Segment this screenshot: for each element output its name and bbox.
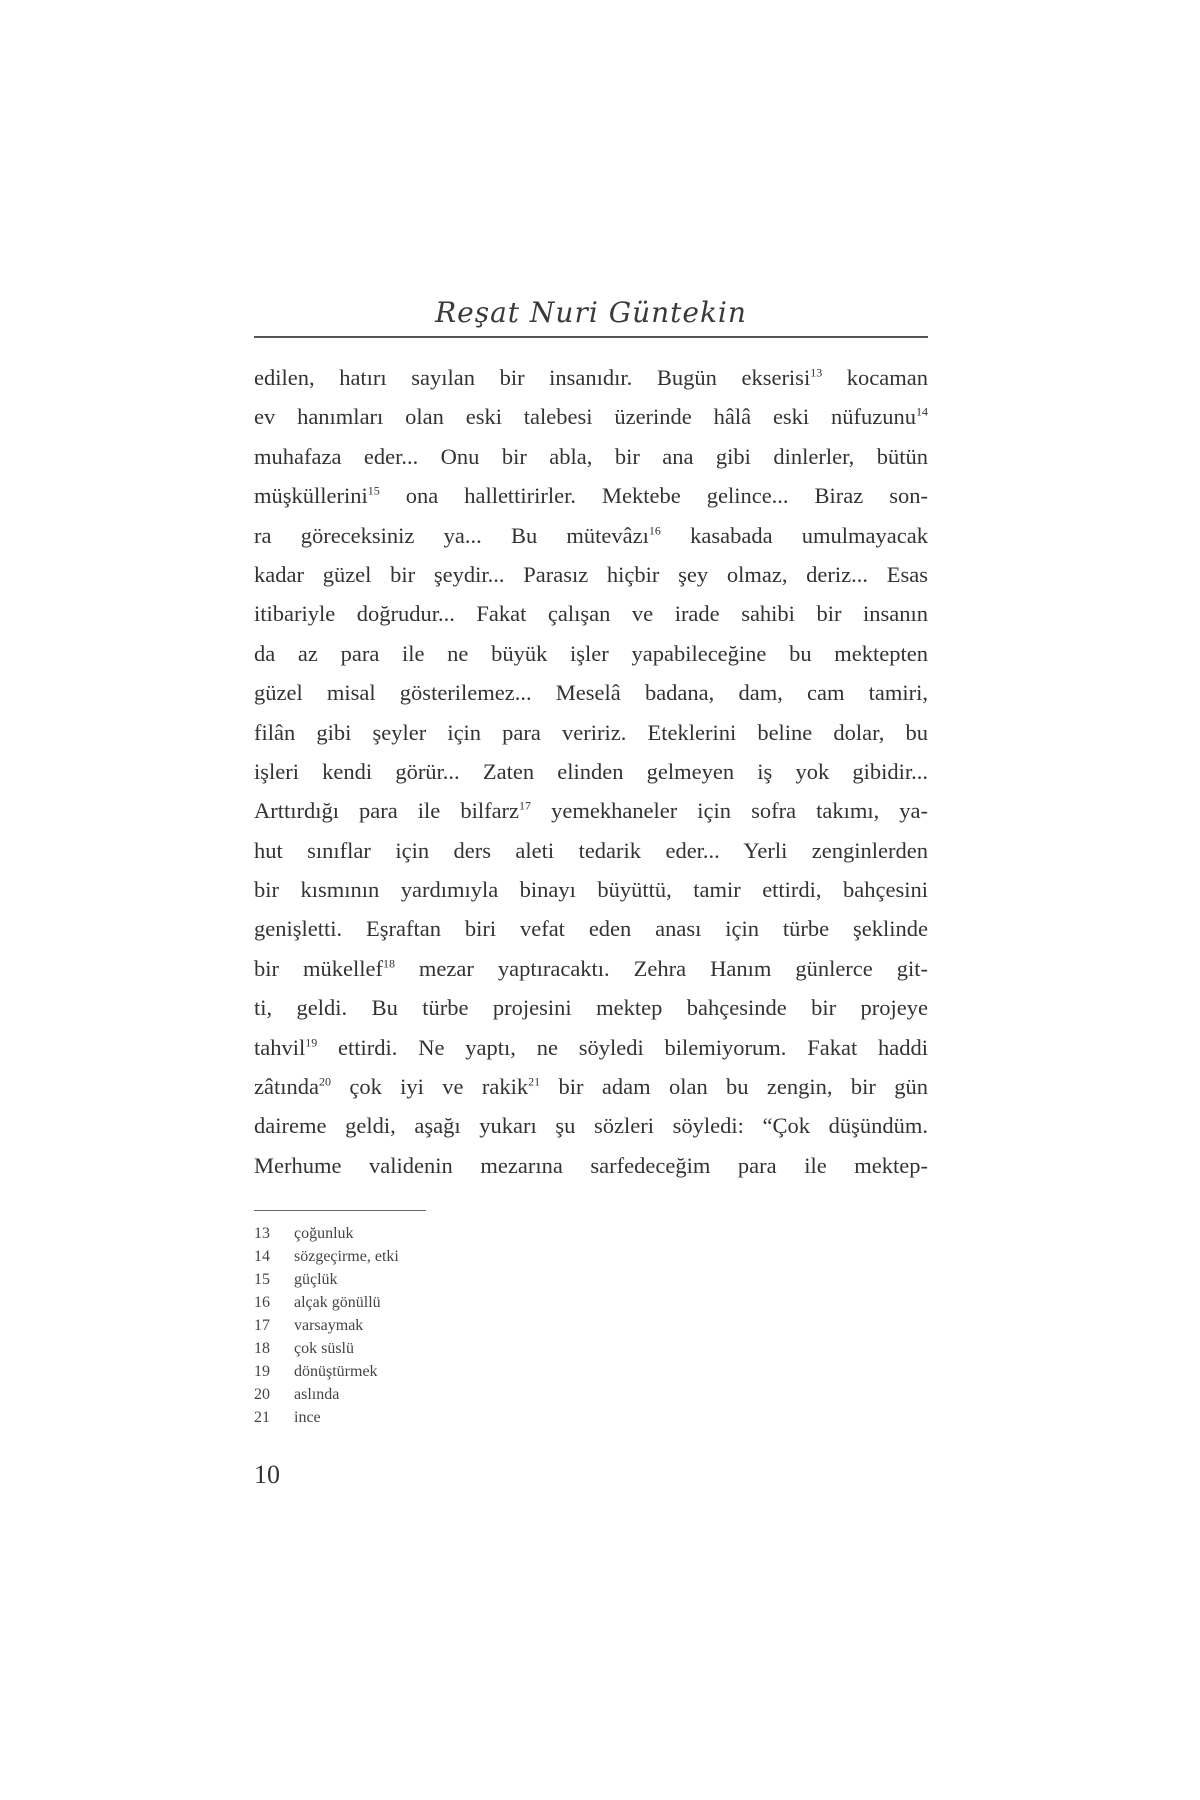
footnote — [254, 1245, 654, 1268]
footnote — [254, 1383, 654, 1406]
footnote-number: 14 — [254, 1248, 270, 1265]
text-line: zâtında$^{20}$ çok iyi ve rakik$^{21}$ bir adam olan bu zengin, bir gün — [254, 1074, 928, 1100]
text-line: hut sınıflar için ders aleti tedarik eder... Yerli zenginlerden — [254, 837, 928, 863]
footnote-number: 16 — [254, 1294, 270, 1311]
text-line: itibariyle doğrudur... Fakat çalışan ve irade sahibi bir insanın — [254, 601, 928, 627]
footnote-text: aslında — [294, 1386, 340, 1403]
footnote — [254, 1360, 654, 1383]
footnote-text: güçlük — [294, 1271, 338, 1288]
text-line: genişletti. Eşraftan biri vefat eden anası için türbe şeklinde — [254, 916, 928, 942]
footnote-number: 15 — [254, 1271, 270, 1288]
footnote-number: 21 — [254, 1409, 270, 1426]
footnote-ref: 16 — [648, 523, 661, 538]
footnote-ref: 17 — [519, 798, 532, 813]
text-line: muhafaza eder... Onu bir abla, bir ana gibi dinlerler, bütün — [254, 443, 928, 469]
footnote — [254, 1268, 654, 1291]
footnote — [254, 1222, 654, 1245]
text-line: edilen, hatırı sayılan bir insanıdır. Bugün ekserisi$^{13}$ kocaman — [254, 365, 928, 390]
footnote-ref: 20 — [318, 1074, 331, 1089]
footnote — [254, 1314, 654, 1337]
text-line: güzel misal gösterilemez... Meselâ badana, dam, cam tamiri, — [254, 680, 928, 706]
footnote-text: varsaymak — [294, 1317, 364, 1334]
text-line: Arttırdığı para ile bilfarz$^{17}$ yemekhaneler için sofra takımı, ya- — [254, 798, 928, 824]
footnote-text: çoğunluk — [294, 1225, 354, 1242]
footnote-text: sözgeçirme, etki — [294, 1248, 399, 1265]
footnote-ref: 15 — [367, 483, 380, 498]
footnote-number: 17 — [254, 1317, 270, 1334]
footnote-text: ince — [294, 1409, 321, 1426]
footnote-ref: 14 — [916, 404, 928, 419]
footnote-number: 19 — [254, 1363, 270, 1380]
footnote-ref: 19 — [305, 1035, 318, 1050]
text-line: da az para ile ne büyük işler yapabileceğine bu mektepten — [254, 640, 928, 666]
text-line: ti, geldi. Bu türbe projesini mektep bahçesinde bir projeye — [254, 995, 928, 1021]
footnote-ref: 21 — [528, 1074, 541, 1089]
text-line: daireme geldi, aşağı yukarı şu sözleri söyledi: “Çok düşündüm. — [254, 1113, 928, 1139]
footnote-ref: 18 — [382, 956, 395, 971]
text-line: filân gibi şeyler için para veririz. Eteklerini beline dolar, bu — [254, 719, 928, 745]
footnote-ref: 13 — [810, 365, 823, 380]
text-line: Merhume validenin mezarına sarfedeceğim para ile mektep- — [254, 1152, 928, 1178]
text-line: ra göreceksiniz ya... Bu mütevâzı$^{16}$ kasabada umulmayacak — [254, 522, 928, 548]
text-line: bir kısmının yardımıyla binayı büyüttü, tamir ettirdi, bahçesini — [254, 877, 928, 903]
footnote-number: 18 — [254, 1340, 270, 1357]
footnote-number: 20 — [254, 1386, 270, 1403]
page-number: 10 — [254, 1460, 280, 1489]
footnote — [254, 1291, 654, 1314]
footnote — [254, 1337, 654, 1360]
footnote-text: çok süslü — [294, 1340, 354, 1357]
text-line: işleri kendi görür... Zaten elinden gelmeyen iş yok gibidir... — [254, 758, 928, 784]
running-header: Reşat Nuri Güntekin — [435, 296, 747, 329]
text-line: kadar güzel bir şeydir... Parasız hiçbir şey olmaz, deriz... Esas — [254, 561, 928, 587]
header-rule — [254, 336, 928, 338]
body-text — [254, 358, 928, 1185]
text-line: bir mükellef$^{18}$ mezar yaptıracaktı. Zehra Hanım günlerce git- — [254, 955, 928, 981]
footnotes — [254, 1222, 654, 1429]
footnote-text: dönüştürmek — [294, 1363, 378, 1380]
text-line: ev hanımları olan eski talebesi üzerinde hâlâ eski nüfuzunu$^{14}$ — [254, 404, 928, 430]
text-line: müşküllerini$^{15}$ ona hallettirirler. Mektebe gelince... Biraz son- — [254, 483, 928, 509]
footnote-rule — [254, 1210, 426, 1211]
footnote-text: alçak gönüllü — [294, 1294, 381, 1311]
text-line: tahvil$^{19}$ ettirdi. Ne yaptı, ne söyledi bilemiyorum. Fakat haddi — [254, 1034, 928, 1060]
footnote-number: 13 — [254, 1225, 270, 1242]
footnote — [254, 1406, 654, 1429]
